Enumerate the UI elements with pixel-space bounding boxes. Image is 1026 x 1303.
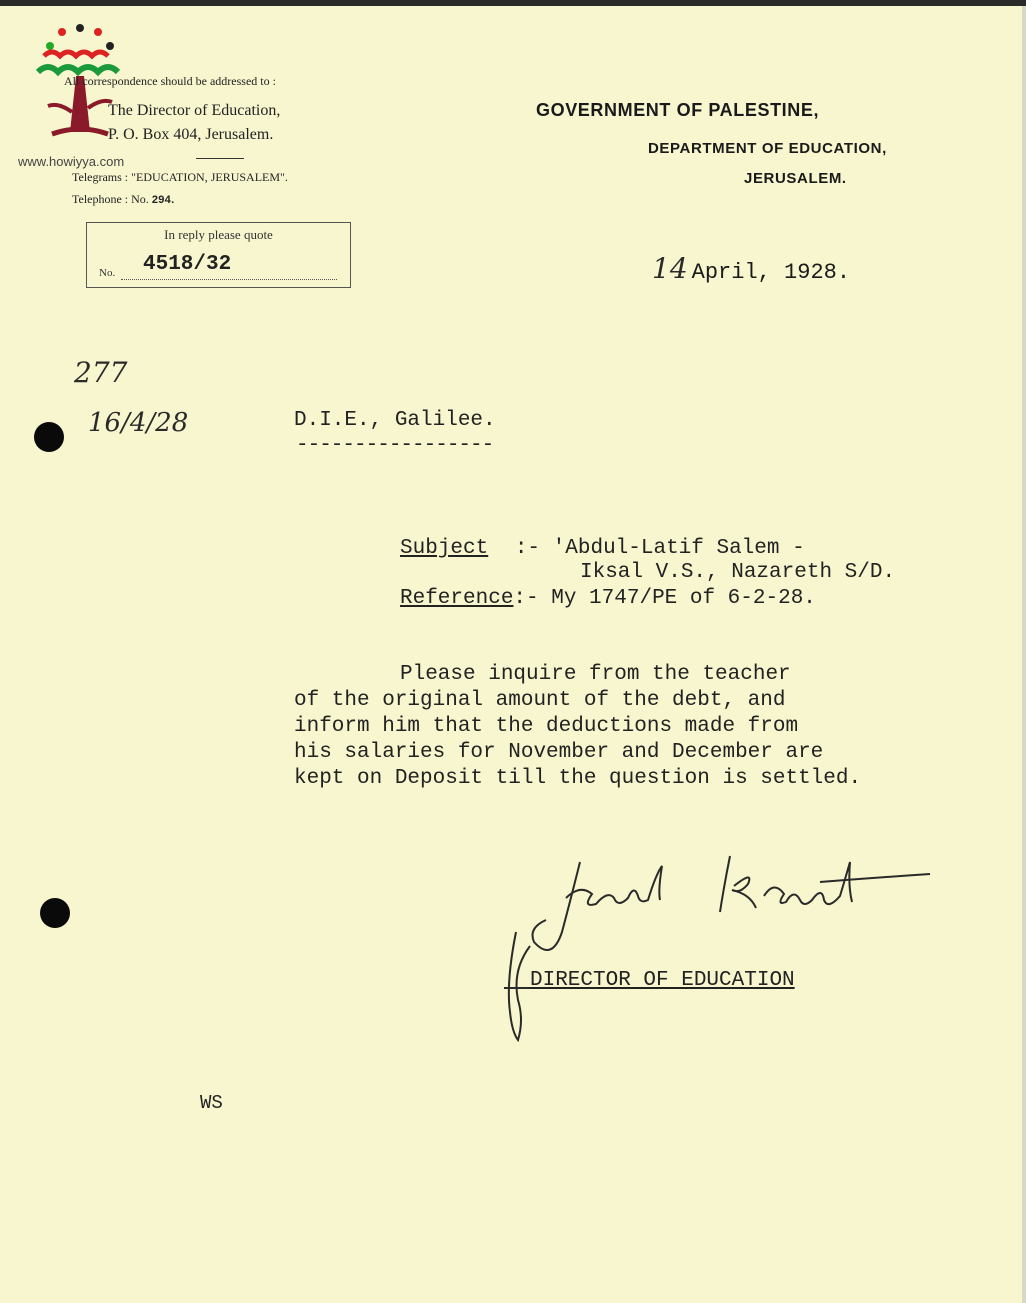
quote-no-label: No.	[99, 267, 116, 279]
director-signature	[520, 842, 940, 962]
subject-sep: :-	[514, 537, 541, 560]
body-line-2: of the original amount of the debt, and	[294, 689, 786, 712]
punch-hole-top	[34, 422, 64, 452]
correspondence-line: All correspondence should be addressed to :	[64, 74, 276, 88]
body-line-4: his salaries for November and December are	[294, 741, 824, 764]
reference-label: Reference	[400, 587, 514, 610]
quote-label: In reply please quote	[164, 227, 273, 242]
reference-text: My 1747/PE of 6-2-28.	[551, 587, 816, 610]
reply-quote-box	[86, 222, 351, 288]
letter-date	[652, 252, 850, 285]
recipient-underline: -----------------	[296, 434, 494, 457]
addressee-line: The Director of Education,	[108, 102, 281, 119]
letter-page	[0, 6, 1026, 1303]
body-line-5: kept on Deposit till the question is settled.	[294, 767, 862, 790]
body-line-1: Please inquire from the teacher	[400, 663, 791, 686]
quote-reference: 4518/32	[143, 253, 232, 276]
address-divider	[196, 158, 244, 159]
typist-initials: WS	[200, 1092, 223, 1114]
telephone-line	[72, 192, 174, 207]
telephone-number: 294.	[151, 194, 175, 206]
po-box-line: P. O. Box 404, Jerusalem.	[108, 126, 274, 143]
body-line-3: inform him that the deductions made from	[294, 715, 799, 738]
date-day-handwritten: 14	[652, 252, 688, 285]
margin-file-number: 277	[74, 356, 128, 389]
telephone-label: Telephone : No.	[72, 192, 149, 206]
recipient-name: D.I.E., Galilee.	[294, 409, 496, 432]
subject-label: Subject	[400, 537, 489, 560]
reference-line	[400, 586, 816, 612]
subject-line	[400, 536, 805, 562]
telegrams-line: Telegrams : "EDUCATION, JERUSALEM".	[72, 170, 288, 184]
punch-hole-bottom	[40, 898, 70, 928]
margin-date-note: 16/4/28	[88, 408, 189, 438]
date-rest: April, 1928.	[691, 260, 851, 285]
department-heading: DEPARTMENT OF EDUCATION,	[648, 140, 887, 157]
signature-title: DIRECTOR OF EDUCATION	[530, 969, 795, 992]
government-heading: GOVERNMENT OF PALESTINE,	[536, 100, 820, 120]
reference-sep: :-	[513, 587, 539, 610]
subject-line-2: Iksal V.S., Nazareth S/D.	[580, 561, 896, 584]
watermark-text: www.howiyya.com	[18, 154, 125, 169]
quote-dotted-line	[121, 279, 337, 280]
city-heading: JERUSALEM.	[744, 170, 847, 187]
subject-line-1: 'Abdul-Latif Salem -	[552, 537, 805, 560]
